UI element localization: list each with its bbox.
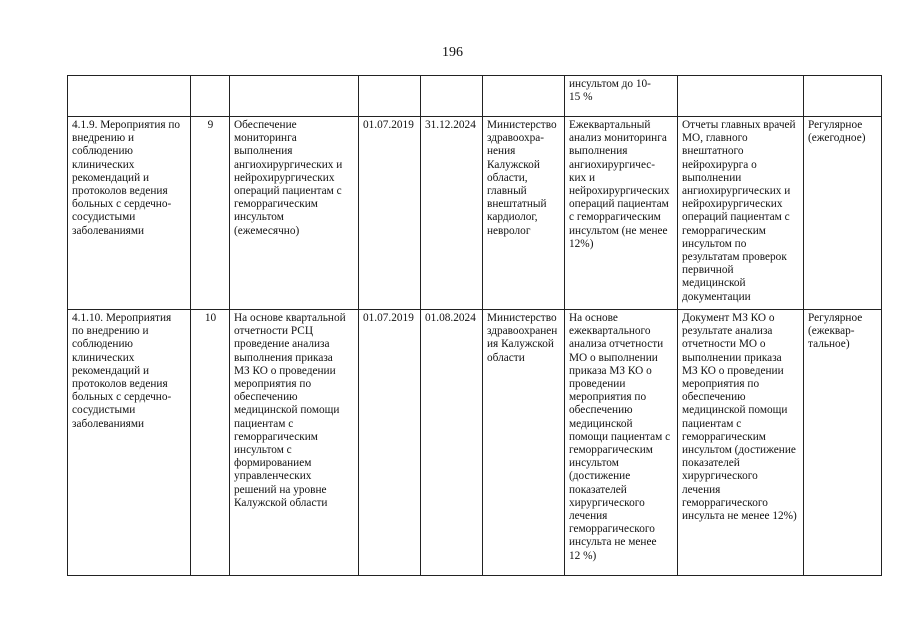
- report-cell: Отчеты главных врачей МО, главного внештатного нейрохирурга о выполнении ангиохирургических и нейрохирургических операций пациентам с геморрагическим инсультом по результатам проверок первичной медицинской документации: [678, 117, 804, 310]
- start-date-cell: 01.07.2019: [359, 117, 421, 310]
- action-cell: Обеспечение мониторинга выполнения ангиохирургических и нейрохирургических операций пациентам с геморрагическим инсультом (ежемесячно): [230, 117, 359, 310]
- regularity-cell: [804, 76, 882, 117]
- number-cell: [191, 76, 230, 117]
- action-cell: [230, 76, 359, 117]
- start-date-cell: 01.07.2019: [359, 310, 421, 576]
- measures-table: [67, 75, 882, 576]
- page-number: 196: [442, 45, 463, 60]
- report-cell: Документ МЗ КО о результате анализа отчетности МО о выполнении приказа МЗ КО о проведении мероприятия по обеспечению медицинской помощи пациентам с геморрагическим инсультом (достижение показателей хирургического лечения геморрагического инсульта не менее 12%): [678, 310, 804, 576]
- end-date-cell: 01.08.2024: [421, 310, 483, 576]
- name-cell: 4.1.10. Мероприятия по внедрению и соблюдению клинических рекомендаций и протоколов ведения больных с сердечно- сосудистыми заболеваниями: [68, 310, 191, 576]
- responsible-cell: [483, 76, 565, 117]
- regularity-cell: Регулярное (ежеквар- тальное): [804, 310, 882, 576]
- start-date-cell: [359, 76, 421, 117]
- result-cell: инсультом до 10- 15 %: [565, 76, 678, 117]
- responsible-cell: Министерство здравоохранен ия Калужской области: [483, 310, 565, 576]
- end-date-cell: 31.12.2024: [421, 117, 483, 310]
- number-cell: 10: [191, 310, 230, 576]
- result-cell: На основе ежеквартального анализа отчетности МО о выполнении приказа МЗ КО о проведении мероприятия по обеспечению медицинской помощи пациентам с геморрагическим инсультом (достижение показателей хирургического лечения геморрагического инсульта не менее 12 %): [565, 310, 678, 576]
- report-cell: [678, 76, 804, 117]
- action-cell: На основе квартальной отчетности РСЦ проведение анализа выполнения приказа МЗ КО о проведении мероприятия по обеспечению медицинской помощи пациентам с геморрагическим инсультом с формированием управленческих решений на уровне Калужской области: [230, 310, 359, 576]
- result-cell: Ежеквартальный анализ мониторинга выполнения ангиохирургичес- ких и нейрохирургических операций пациентам с геморрагическим инсультом (не менее 12%): [565, 117, 678, 310]
- regularity-cell: Регулярное (ежегодное): [804, 117, 882, 310]
- number-cell: 9: [191, 117, 230, 310]
- end-date-cell: [421, 76, 483, 117]
- table-row: [68, 310, 882, 576]
- table-row: [68, 117, 882, 310]
- name-cell: 4.1.9. Мероприятия по внедрению и соблюдению клинических рекомендаций и протоколов ведения больных с сердечно- сосудистыми заболеваниями: [68, 117, 191, 310]
- name-cell: [68, 76, 191, 117]
- responsible-cell: Министерство здравоохра- нения Калужской области, главный внештатный кардиолог, невролог: [483, 117, 565, 310]
- continuation-row: [68, 76, 882, 117]
